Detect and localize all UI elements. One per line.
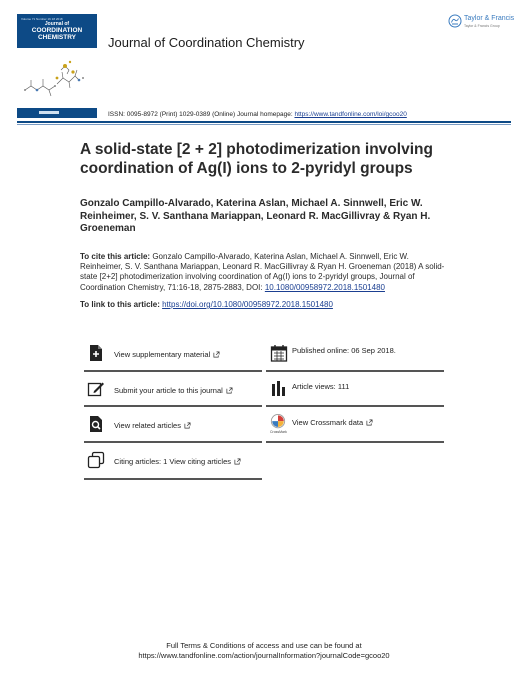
published-label: Published online: 06 Sep 2018. bbox=[292, 346, 396, 355]
cover-journal-line3: CHEMISTRY bbox=[37, 34, 77, 41]
article-views bbox=[270, 376, 446, 402]
terms-footer bbox=[0, 641, 528, 661]
links-divider bbox=[84, 478, 262, 480]
links-divider bbox=[266, 405, 444, 407]
supplementary-label: View supplementary material bbox=[114, 350, 211, 359]
external-link-icon bbox=[213, 351, 220, 358]
external-link-icon bbox=[226, 387, 233, 394]
molecule-illustration-icon bbox=[17, 48, 97, 108]
submit-label: Submit your article to this journal bbox=[114, 386, 223, 395]
cover-banner bbox=[17, 14, 97, 48]
journal-homepage-link[interactable]: https://www.tandfonline.com/loi/gcoo20 bbox=[294, 111, 407, 118]
links-divider bbox=[266, 441, 444, 443]
edit-pencil-icon bbox=[87, 380, 105, 398]
external-link-icon bbox=[234, 458, 241, 465]
links-divider bbox=[266, 370, 444, 372]
crossmark-badge-text: CrossMark bbox=[270, 430, 287, 434]
calendar-icon bbox=[270, 344, 288, 362]
link-label: To link to this article: bbox=[80, 300, 163, 309]
bar-chart-icon bbox=[270, 380, 288, 398]
cover-illustration bbox=[17, 48, 97, 108]
citing-articles-link[interactable] bbox=[87, 447, 263, 473]
external-link-icon bbox=[184, 422, 191, 429]
terms-url[interactable]: https://www.tandfonline.com/action/journalInformation?journalCode=gcoo20 bbox=[138, 651, 390, 660]
article-doi-url[interactable]: https://doi.org/10.1080/00958972.2018.1501480 bbox=[162, 300, 333, 309]
crossmark-link[interactable] bbox=[270, 411, 446, 437]
views-label: Article views: 111 bbox=[292, 382, 350, 391]
cover-journal-name bbox=[17, 22, 97, 41]
submit-article-link[interactable] bbox=[87, 376, 263, 402]
related-articles-link[interactable] bbox=[87, 411, 263, 437]
header-divider bbox=[17, 121, 511, 123]
supplementary-material-link[interactable] bbox=[87, 340, 263, 366]
publisher-group: Taylor & Francis Group bbox=[464, 24, 500, 28]
cover-issue-text: Volume 71 Number 16 18 2018 bbox=[21, 17, 63, 21]
issn-line bbox=[108, 111, 407, 118]
article-link-line bbox=[80, 300, 333, 309]
citing-documents-icon bbox=[87, 451, 105, 469]
cover-footer-band bbox=[17, 108, 97, 118]
publisher-name: Taylor & Francis bbox=[464, 15, 515, 22]
doi-link[interactable]: 10.1080/00958972.2018.1501480 bbox=[264, 282, 385, 292]
issn-text: ISSN: 0095-8972 (Print) 1029-0389 (Online) Journal homepage: bbox=[108, 111, 295, 118]
terms-line: Full Terms & Conditions of access and use can be found at bbox=[166, 641, 362, 650]
cover-journal-line1: Journal of bbox=[44, 21, 70, 27]
related-label: View related articles bbox=[114, 421, 181, 430]
journal-title: Journal of Coordination Chemistry bbox=[108, 35, 305, 50]
links-divider bbox=[84, 405, 262, 407]
external-link-icon bbox=[366, 419, 373, 426]
citation-block bbox=[80, 252, 452, 293]
article-title: A solid-state [2 + 2] photodimerization involving coordination of Ag(I) ions to 2-pyridyl groups bbox=[80, 141, 433, 177]
links-divider bbox=[84, 370, 262, 372]
document-plus-icon bbox=[87, 344, 105, 362]
links-divider bbox=[84, 441, 262, 443]
crossmark-label: View Crossmark data bbox=[292, 418, 364, 427]
cite-label: To cite this article: bbox=[80, 252, 151, 261]
journal-cover bbox=[17, 14, 97, 118]
article-authors: Gonzalo Campillo-Alvarado, Katerina Aslan, Michael A. Sinnwell, Eric W. Reinheimer, S. V. Santhana Mariappan, Leonard R. MacGillivray & Ryan H. Groeneman bbox=[80, 198, 431, 234]
search-document-icon bbox=[87, 415, 105, 433]
header-divider-thin bbox=[17, 124, 511, 125]
cite-text: Gonzalo Campillo-Alvarado, Katerina Aslan, Michael A. Sinnwell, Eric W. Reinheimer, S. V. Santhana Mariappan, Leonard R. MacGillivray & Ryan H. Groeneman (2018) A solid-state [2+2] photodimerization involving coordination of Ag(I) ions to 2-pyridyl groups, Journal of Coordination Chemistry, 71:16-18, 2875-2883, DOI: bbox=[80, 252, 445, 292]
cover-journal-line2: COORDINATION bbox=[31, 27, 83, 34]
citing-label: Citing articles: 1 View citing articles bbox=[114, 457, 231, 466]
crossmark-icon bbox=[270, 414, 286, 430]
publisher-logo bbox=[448, 13, 528, 35]
taylor-francis-logo-icon bbox=[448, 14, 462, 28]
published-date bbox=[270, 340, 446, 366]
